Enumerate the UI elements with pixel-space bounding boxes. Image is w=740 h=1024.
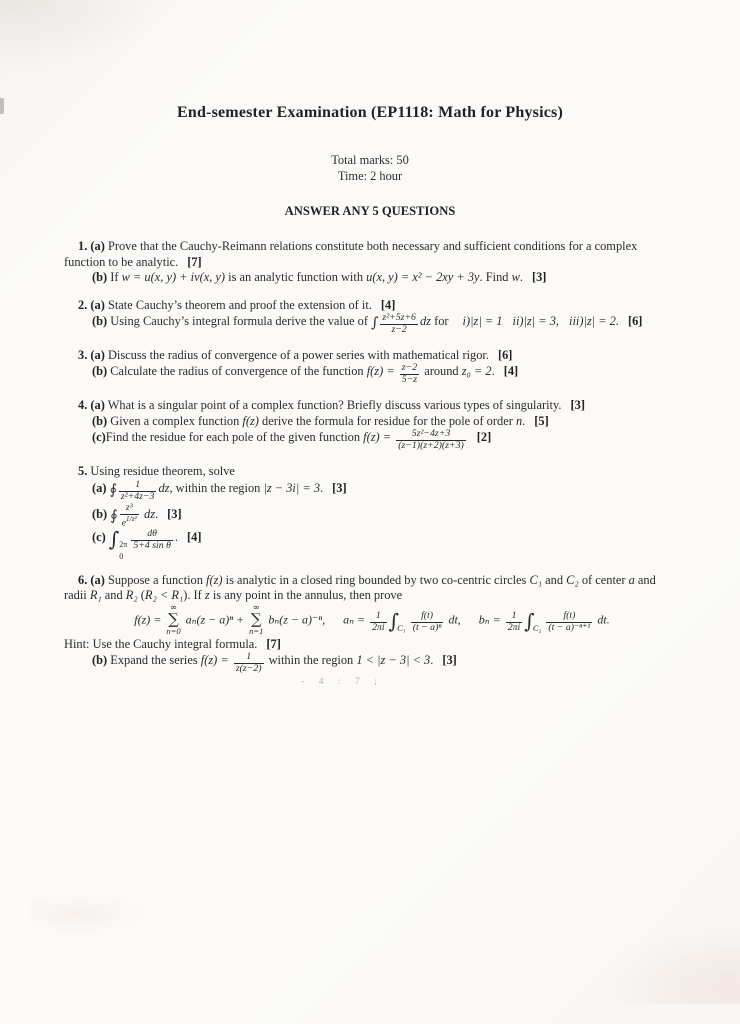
fraction-numerator: 1 bbox=[506, 611, 523, 623]
integral-symbol: ∫ bbox=[524, 609, 535, 634]
fraction-numerator: 1 bbox=[370, 611, 387, 623]
math-fragment: z bbox=[204, 588, 210, 603]
fraction bbox=[120, 503, 139, 529]
marks-badge: [5] bbox=[534, 413, 549, 428]
summation-lower-limit: n=1 bbox=[249, 626, 264, 637]
integral-symbol: ∮ bbox=[109, 481, 117, 498]
question-5-intro bbox=[64, 464, 680, 480]
sigma-symbol: ∑ bbox=[168, 610, 179, 629]
text-fragment: What is a singular point of a complex function? Briefly discuss various types of singularity. bbox=[104, 398, 562, 413]
text-fragment: Calculate the radius of convergence of the function bbox=[107, 364, 367, 379]
math-fragment: u(x, y) = x² − 2xy + 3y bbox=[366, 270, 480, 284]
text-fragment: . Find bbox=[479, 270, 512, 284]
text-fragment: and bbox=[542, 572, 567, 587]
marks-badge: [4] bbox=[503, 364, 519, 379]
fraction bbox=[370, 611, 387, 634]
math-fragment: f(z) = bbox=[134, 612, 165, 627]
math-fragment: n bbox=[515, 413, 523, 428]
fraction bbox=[396, 429, 466, 452]
text-fragment: within the region bbox=[265, 653, 357, 668]
item-label: 6. (a) bbox=[78, 572, 105, 587]
text-fragment: Given a complex function bbox=[107, 413, 243, 428]
item-label: 5. bbox=[78, 464, 88, 479]
integral bbox=[371, 314, 378, 332]
math-fragment: w bbox=[511, 270, 520, 284]
text-fragment: . bbox=[155, 506, 159, 521]
text-fragment: ( bbox=[137, 588, 145, 603]
integral-contour-label: C₁ bbox=[397, 623, 406, 634]
math-fragment: w = u(x, y) + iv(x, y) bbox=[121, 270, 226, 284]
text-fragment: Suppose a function bbox=[104, 572, 207, 587]
fraction-denominator: 5+4 sin θ bbox=[133, 539, 171, 551]
math-fragment: f(z) = bbox=[366, 364, 398, 379]
math-fragment: f(z) = bbox=[200, 653, 232, 668]
question-1 bbox=[64, 239, 680, 286]
fraction-denominator: $e^{1/z^2}$ bbox=[121, 513, 137, 528]
question-5-part-b bbox=[64, 503, 680, 529]
math-fragment: f(z) bbox=[206, 572, 223, 587]
question-3-part-b bbox=[64, 363, 680, 386]
summation-upper-limit: ∞ bbox=[169, 602, 178, 613]
fraction bbox=[411, 611, 444, 634]
math-fragment: f(z) bbox=[242, 413, 259, 428]
question-1-part-b bbox=[64, 270, 680, 286]
fraction-denominator: (z−1)(z+2)(z+3) bbox=[398, 440, 464, 452]
marks-badge: [2] bbox=[476, 430, 492, 445]
text-fragment: derive the formula for residue for the pole of order bbox=[258, 413, 516, 428]
question-3-part-a bbox=[64, 348, 680, 364]
question-6-part-a bbox=[64, 573, 680, 604]
text-fragment: ). If bbox=[183, 588, 205, 603]
integral bbox=[110, 507, 117, 525]
fraction bbox=[506, 611, 523, 634]
exam-time: Time: 2 hour bbox=[337, 169, 403, 183]
text-fragment: , within the region bbox=[169, 480, 264, 495]
fraction-numerator: 5z²−4z+3 bbox=[396, 429, 466, 441]
text-fragment: for bbox=[431, 313, 449, 328]
text-fragment: Using residue theorem, solve bbox=[87, 464, 235, 479]
marks-badge: [6] bbox=[627, 313, 643, 328]
text-fragment: State Cauchy’s theorem and proof the extension of it. bbox=[104, 297, 372, 312]
fraction-numerator: dθ bbox=[131, 529, 173, 541]
item-label: 2. (a) bbox=[78, 297, 105, 312]
marks-badge: [3] bbox=[332, 480, 347, 495]
math-fragment: 1 < |z − 3| < 3 bbox=[356, 653, 431, 668]
fraction-numerator: f(t) bbox=[546, 611, 592, 623]
item-label: (b) bbox=[92, 653, 108, 668]
fraction bbox=[234, 652, 264, 675]
marks-badge: [3] bbox=[531, 270, 547, 284]
item-label: (c) bbox=[92, 430, 106, 445]
text-fragment: Expand the series bbox=[107, 653, 201, 668]
integral-symbol: ∮ bbox=[110, 507, 118, 524]
text-fragment: Prove that the Cauchy-Reimann relations constitute both necessary and sufficient conditions for a complex function to be analytic. bbox=[64, 239, 638, 269]
integral-upper-limit: 2π bbox=[119, 539, 128, 549]
integral-limits bbox=[119, 541, 127, 561]
math-fragment: dz bbox=[140, 506, 156, 521]
fraction bbox=[400, 363, 419, 386]
math-fragment: iii)|z| = 2. bbox=[569, 313, 619, 328]
fraction-numerator: z−2 bbox=[401, 362, 418, 374]
item-label: (b) bbox=[92, 313, 108, 328]
fraction-numerator: 1 bbox=[234, 652, 264, 664]
math-fragment: R₂ bbox=[125, 588, 138, 603]
laurent-series-equation bbox=[64, 604, 680, 637]
question-2-part-a bbox=[64, 298, 680, 314]
scan-edge-mark bbox=[0, 98, 4, 114]
total-marks: Total marks: 50 bbox=[331, 153, 409, 167]
fraction-denominator: 2πi bbox=[372, 622, 385, 634]
fraction-numerator: f(t) bbox=[411, 611, 444, 623]
text-fragment: Using Cauchy’s integral formula derive the value of bbox=[107, 313, 372, 328]
question-5-part-c bbox=[64, 526, 680, 561]
question-6-hint bbox=[64, 637, 680, 653]
math-fragment: f(z) = bbox=[363, 430, 395, 445]
fraction-denominator: (t − a)ⁿ bbox=[412, 622, 442, 634]
question-2 bbox=[64, 298, 680, 336]
item-label: (b) bbox=[92, 413, 108, 428]
fraction-numerator: z²+5z+6 bbox=[382, 312, 416, 323]
summation bbox=[249, 604, 263, 636]
fraction-denominator: z²+4z−3 bbox=[120, 490, 155, 502]
fraction-denominator-exponent: 1/z² bbox=[125, 513, 137, 523]
marks-badge: [4] bbox=[380, 297, 396, 312]
question-4-part-c bbox=[64, 429, 680, 452]
math-fragment: aₙ = bbox=[343, 612, 369, 627]
text-fragment: . bbox=[491, 364, 495, 379]
question-6 bbox=[64, 573, 680, 675]
integral bbox=[388, 609, 409, 637]
integral bbox=[108, 526, 129, 561]
marks-badge: [7] bbox=[266, 636, 281, 651]
fraction-denominator: z(z−2) bbox=[235, 663, 262, 675]
text-fragment: Find the residue for each pole of the given function bbox=[105, 430, 364, 445]
math-fragment: dz bbox=[158, 480, 170, 495]
marks-badge: [6] bbox=[497, 347, 513, 362]
marks-badge: [3] bbox=[570, 398, 585, 413]
item-label: (b) bbox=[92, 364, 108, 379]
item-label: (a) bbox=[92, 480, 107, 495]
math-fragment: bₙ(z − a)⁻ⁿ, bbox=[265, 612, 326, 627]
item-label: 3. (a) bbox=[78, 347, 105, 362]
text-fragment: is analytic in a closed ring bounded by two co-centric circles bbox=[222, 572, 530, 587]
text-fragment: . bbox=[522, 413, 526, 428]
math-fragment: i)|z| = 1 bbox=[462, 313, 503, 328]
math-fragment: bₙ = bbox=[478, 612, 504, 627]
question-4-part-a bbox=[64, 398, 680, 414]
summation-upper-limit: ∞ bbox=[252, 602, 260, 613]
math-fragment: R₂ < R₁ bbox=[144, 588, 184, 603]
marks-badge: [3] bbox=[442, 653, 457, 668]
math-fragment: a bbox=[628, 572, 635, 587]
text-fragment: Hint: Use the Cauchy integral formula. bbox=[64, 636, 258, 651]
exam-title: End-semester Examination (EP1118: Math for Physics) bbox=[176, 104, 564, 121]
math-fragment: ii)|z| = 3, bbox=[512, 313, 560, 328]
text-fragment: is an analytic function with bbox=[225, 270, 367, 284]
questions-area bbox=[0, 239, 740, 691]
fraction bbox=[131, 529, 173, 552]
summation-lower-limit: n=0 bbox=[166, 626, 181, 637]
item-label: 1. (a) bbox=[78, 239, 105, 253]
text-fragment: . bbox=[519, 270, 523, 284]
marks-badge: [4] bbox=[187, 529, 202, 544]
math-fragment: dz bbox=[419, 313, 431, 328]
text-fragment: . bbox=[320, 480, 324, 495]
scan-smudge-bottom-right bbox=[600, 924, 740, 1004]
fraction bbox=[546, 611, 592, 634]
question-5 bbox=[64, 464, 680, 561]
scan-artifact-marks: - 4 : 7 ; bbox=[301, 677, 383, 688]
marks-badge: [3] bbox=[167, 506, 182, 521]
question-2-part-b bbox=[64, 313, 680, 336]
math-fragment: aₙ(z − a)ⁿ + bbox=[182, 612, 248, 627]
math-fragment: C₂ bbox=[566, 572, 579, 587]
text-fragment: . bbox=[174, 529, 179, 544]
fraction-denominator: z−2 bbox=[391, 323, 407, 335]
text-fragment: around bbox=[421, 364, 462, 379]
integral-lower-limit: 0 bbox=[119, 551, 124, 561]
scan-smudge-bottom-left bbox=[30, 894, 150, 934]
question-4-part-b bbox=[64, 414, 680, 430]
fraction-denominator: 5−z bbox=[401, 374, 418, 386]
integral-symbol: ∫ bbox=[371, 314, 379, 331]
fraction-numerator: z³ bbox=[120, 503, 139, 515]
question-3 bbox=[64, 348, 680, 386]
answer-instruction: ANSWER ANY 5 QUESTIONS bbox=[284, 204, 456, 218]
sigma-symbol: ∑ bbox=[250, 610, 262, 629]
integral-symbol: ∫ bbox=[108, 526, 120, 551]
text-fragment: Discuss the radius of convergence of a power series with mathematical rigor. bbox=[104, 347, 489, 362]
question-6-part-b bbox=[64, 652, 680, 675]
integral bbox=[524, 609, 544, 637]
exam-meta bbox=[0, 152, 740, 184]
text-fragment: and bbox=[101, 588, 126, 603]
question-5-part-a bbox=[64, 480, 680, 503]
question-1-part-a bbox=[64, 239, 680, 270]
item-label: (c) bbox=[92, 529, 106, 544]
text-fragment: is any point in the annulus, then prove bbox=[209, 588, 403, 603]
text-fragment: If bbox=[107, 270, 122, 284]
fraction bbox=[119, 480, 157, 503]
text-fragment: of center bbox=[578, 572, 629, 587]
integral-contour-label: C₂ bbox=[532, 623, 542, 634]
item-label: (b) bbox=[92, 506, 108, 521]
integral-symbol: ∫ bbox=[388, 609, 400, 634]
fraction-denominator: (t − a)⁻ⁿ⁺¹ bbox=[548, 622, 591, 634]
question-4 bbox=[64, 398, 680, 452]
math-fragment: dt, bbox=[445, 612, 461, 627]
fraction-denominator: 2πi bbox=[507, 622, 521, 634]
integral bbox=[110, 481, 117, 499]
math-fragment: |z − 3i| = 3 bbox=[263, 480, 321, 495]
math-fragment: C₁ bbox=[529, 572, 543, 587]
marks-badge: [7] bbox=[187, 254, 202, 269]
math-fragment: dt. bbox=[594, 612, 610, 627]
math-fragment: R₁ bbox=[89, 588, 102, 603]
item-label: (b) bbox=[92, 270, 108, 284]
fraction-numerator: 1 bbox=[119, 480, 157, 492]
math-fragment: z₀ = 2 bbox=[461, 364, 492, 379]
fraction bbox=[380, 313, 418, 336]
text-fragment: and radii bbox=[64, 572, 656, 603]
summation bbox=[166, 604, 180, 636]
text-fragment: . bbox=[430, 653, 434, 668]
item-label: 4. (a) bbox=[78, 398, 105, 413]
